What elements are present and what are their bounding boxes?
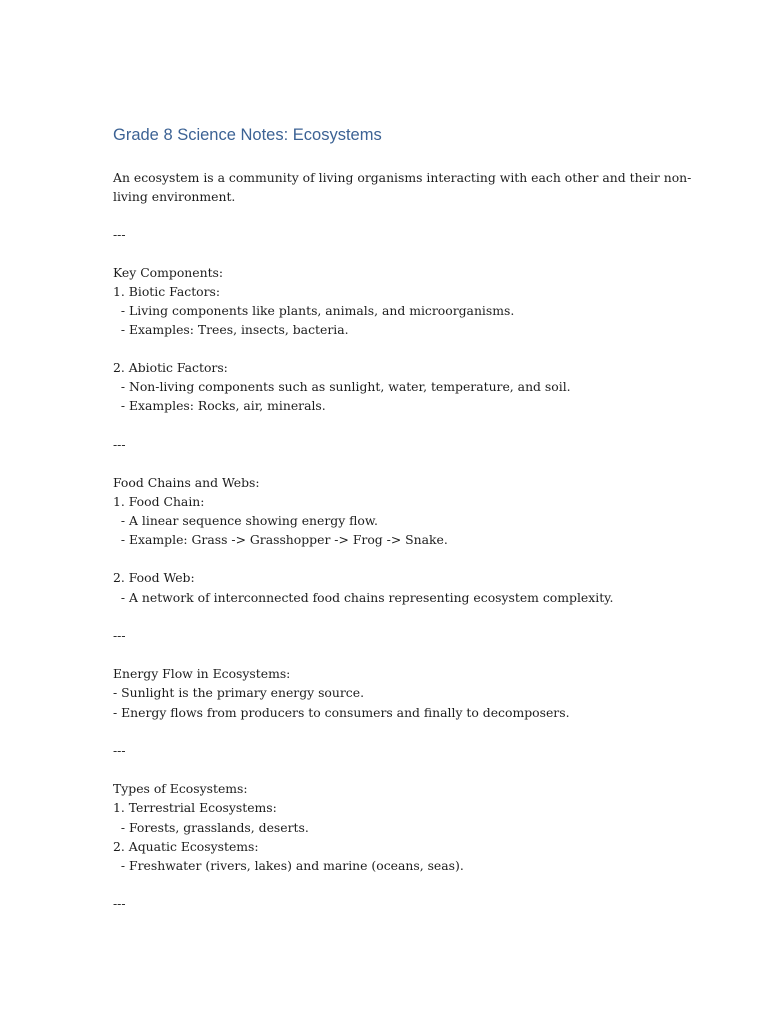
separator-3: ---: [113, 628, 126, 643]
food-web-label: 2. Food Web:: [113, 570, 195, 585]
separator-5: ---: [113, 896, 126, 911]
separator-2: ---: [113, 437, 126, 452]
abiotic-label: 2. Abiotic Factors:: [113, 360, 228, 375]
separator-1: ---: [113, 227, 126, 242]
food-chain-label: 1. Food Chain:: [113, 494, 205, 509]
biotic-detail-1: - Living components like plants, animals, and microorganisms.: [113, 303, 515, 318]
biotic-label: 1. Biotic Factors:: [113, 284, 221, 299]
terrestrial-detail-1: - Forests, grasslands, deserts.: [113, 820, 309, 835]
abiotic-detail-1: - Non-living components such as sunlight, water, temperature, and soil.: [113, 379, 571, 394]
intro-line-2: living environment.: [113, 189, 236, 204]
key-components-heading: Key Components:: [113, 265, 224, 280]
food-web-detail-1: - A network of interconnected food chains representing ecosystem complexity.: [113, 590, 614, 605]
biotic-detail-2: - Examples: Trees, insects, bacteria.: [113, 322, 349, 337]
document-title: Grade 8 Science Notes: Ecosystems: [113, 126, 382, 144]
energy-heading: Energy Flow in Ecosystems:: [113, 666, 291, 681]
food-chain-detail-1: - A linear sequence showing energy flow.: [113, 513, 378, 528]
energy-detail-2: - Energy flows from producers to consumers and finally to decomposers.: [113, 705, 570, 720]
aquatic-label: 2. Aquatic Ecosystems:: [113, 839, 259, 854]
intro-line-1: An ecosystem is a community of living organisms interacting with each other and their non-: [113, 170, 692, 185]
aquatic-detail-1: - Freshwater (rivers, lakes) and marine (oceans, seas).: [113, 858, 464, 873]
abiotic-detail-2: - Examples: Rocks, air, minerals.: [113, 398, 326, 413]
terrestrial-label: 1. Terrestrial Ecosystems:: [113, 800, 277, 815]
food-chain-detail-2: - Example: Grass -> Grasshopper -> Frog -> Snake.: [113, 532, 448, 547]
types-heading: Types of Ecosystems:: [113, 781, 248, 796]
energy-detail-1: - Sunlight is the primary energy source.: [113, 685, 365, 700]
separator-4: ---: [113, 743, 126, 758]
food-heading: Food Chains and Webs:: [113, 475, 260, 490]
